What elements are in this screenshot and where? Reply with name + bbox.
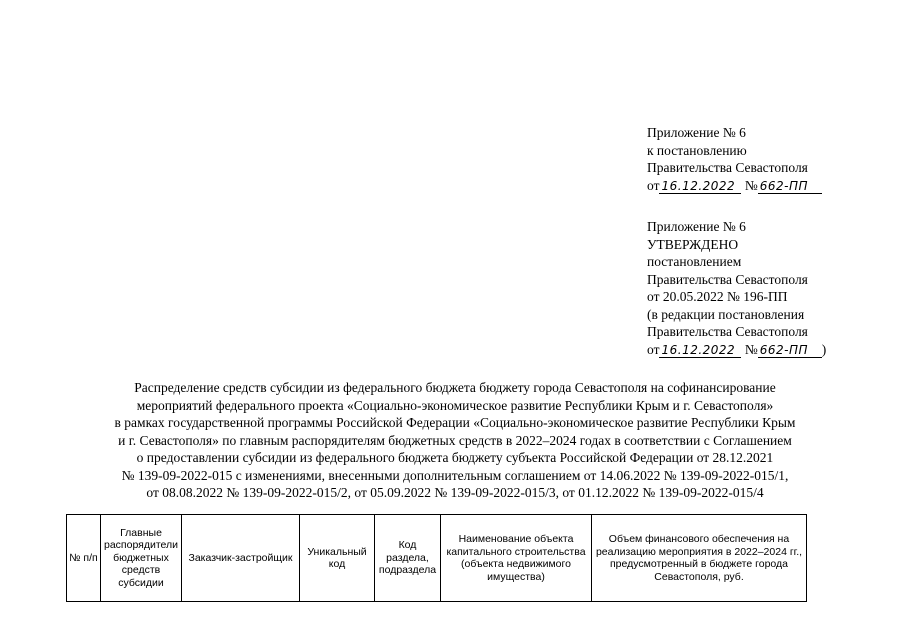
- attachment-line: Правительства Севастополя: [647, 160, 808, 175]
- attachment-line: (в редакции постановления: [647, 306, 805, 322]
- handwritten-date: 16.12.2022: [659, 179, 741, 194]
- attachment-line: Правительства Севастополя: [647, 324, 808, 339]
- attachment-header-2: [647, 218, 826, 358]
- attachment-line: постановлением: [647, 254, 742, 269]
- title-line: мероприятий федерального проекта «Социально-экономическое развитие Республики Крым и г. Севастополя»: [136, 397, 774, 413]
- closing-paren: ): [821, 341, 827, 357]
- title-line: о предоставлении субсидии из федерального бюджета бюджету субъекта Российской Федерации от 28.12.2021: [136, 450, 774, 465]
- title-line: Распределение средств субсидии из федерального бюджета бюджету города Севастополя на софинансирование: [134, 380, 776, 395]
- header-main-managers: Главные распорядители бюджетных средств субсидии: [101, 515, 182, 602]
- attachment-date-line: [647, 341, 826, 359]
- header-customer-developer: Заказчик-застройщик: [182, 515, 300, 602]
- attachment-line: к постановлению: [647, 142, 747, 158]
- header-object-name: Наименование объекта капитального строительства (объекта недвижимого имущества): [441, 515, 592, 602]
- from-prefix: от: [647, 177, 660, 193]
- header-unique-code: Уникальный код: [300, 515, 375, 602]
- approved-label: УТВЕРЖДЕНО: [647, 236, 739, 252]
- attachment-header-1: [647, 124, 822, 194]
- header-financing-volume: Объем финансового обеспечения на реализацию мероприятия в 2022–2024 гг., предусмотренный в бюджете города Севастополя, руб.: [592, 515, 807, 602]
- from-prefix: от: [647, 341, 660, 357]
- attachment-label: Приложение № 6: [647, 125, 746, 140]
- attachment-date-line: [647, 177, 822, 195]
- attachment-line: от 20.05.2022 № 196-ПП: [647, 289, 788, 304]
- title-line: от 08.08.2022 № 139-09-2022-015/2, от 05.09.2022 № 139-09-2022-015/3, от 01.12.2022 № 139-09-2022-015/4: [146, 485, 764, 500]
- subsidy-table: [66, 514, 807, 602]
- title-line: и г. Севастополя» по главным распорядителям бюджетных средств в 2022–2024 годах в соответствии с Соглашением: [118, 432, 792, 448]
- attachment-line: Правительства Севастополя: [647, 271, 808, 287]
- title-line: в рамках государственной программы Российской Федерации «Социально-экономическое развитие Республики Крым: [114, 415, 796, 430]
- header-section-code: Код раздела, подраздела: [375, 515, 441, 602]
- header-number: № п/п: [67, 515, 101, 602]
- title-line: № 139-09-2022-015 с изменениями, внесенными дополнительным соглашением от 14.06.2022 № 139-09-2022-015/1,: [121, 467, 789, 483]
- handwritten-date: 16.12.2022: [659, 343, 741, 358]
- number-sign: №: [744, 177, 758, 193]
- handwritten-number: 662-ПП: [758, 343, 822, 358]
- handwritten-number: 662-ПП: [758, 179, 822, 194]
- number-sign: №: [744, 341, 758, 357]
- attachment-label: Приложение № 6: [647, 219, 746, 234]
- document-title: [60, 379, 850, 502]
- table-header-row: [67, 515, 807, 602]
